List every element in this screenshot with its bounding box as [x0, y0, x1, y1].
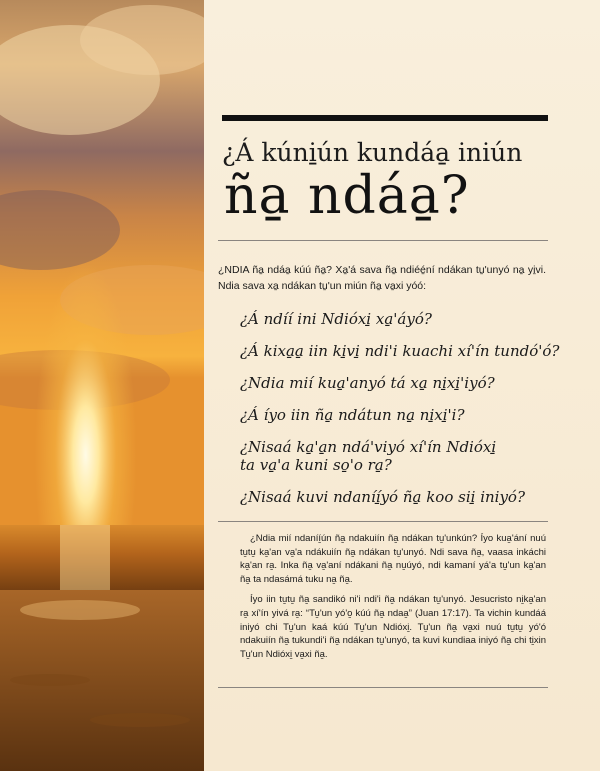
divider-bottom: [218, 687, 548, 688]
question-line: ta va̱'a kuni so̱'o ra̱?: [240, 456, 392, 474]
question-item: [240, 438, 560, 474]
question-line: ¿Ndia mií kua̱'anyó tá xa̱ ni̱xi̱'iyó?: [240, 374, 495, 392]
question-item: [240, 374, 560, 392]
question-item: [240, 310, 560, 328]
body-paragraph: Íyo iin tu̱tu̱ ña̱ sandikó ni'i ndi'i ña̱ ndákan tu̱'unyó. Jesucristo ni̱ka̱'an ra̱ xí'ín yivá ra̱: “Tu̱'un yó'o̱ kúú ña̱ ndaa̱” (Juan 17:17). Ta vichin kundáá iniyó chi Tu̱'un kaá kúú Tu̱'un Ndióxi̱. Tu̱'un ña̱ va̱xi nuú tu̱tu̱ yó'ó ndakuiín ña̱ tukundi'i ña̱ ndákan tu̱'unyó, ta kuvi kundiaa iniyó ña̱ chi ti̱xin Tu̱'un Ndióxi̱ va̱xi ña̱.: [240, 594, 546, 660]
page-title: ña̱ ndáa̱?: [224, 166, 470, 226]
title-bar: [222, 115, 548, 121]
body-text: [240, 532, 546, 668]
question-line: ¿Nisaá kuvi ndaníí̱yó ña̱ koo sii̱ iniyó?: [240, 488, 525, 506]
divider-top: [218, 240, 548, 241]
divider-middle: [218, 521, 548, 522]
intro-paragraph: ¿NDIA ña̱ ndáa̱ kúú ña̱? Xa̱'á sava ña̱ ndiéé̱ní ndákan tu̱'unyó na̱ yi̱vi. Ndia sava xa̱ ndákan tu̱'un miún ña̱ va̱xi yóó:: [218, 264, 546, 292]
question-item: [240, 406, 560, 424]
question-item: [240, 488, 560, 506]
article-column: [204, 0, 600, 771]
question-list: [240, 310, 560, 520]
sunset-photo: [0, 0, 204, 771]
question-line: ¿Nisaá ka̱'a̱n ndá'viyó xí'ín Ndióxi̱: [240, 438, 497, 456]
body-paragraph: ¿Ndia mií ndaníí̱ún ña̱ ndakuiín ña̱ ndákan tu̱'unkún? Íyo kua̱'ání nuú tu̱tu̱ ka̱'an va̱'a ndákuiín ña̱ ndákan tu̱'unyó. Ndi sava ña̱, vaasa inkáchi ka̱'an ra̱. Inka ña̱ va̱'aní ndákani ña̱ nu̱úyó, ndi kamaní yá'a tu̱'un ka̱'an ña̱ ta ndasámá tuku na̱ ña̱.: [240, 533, 546, 585]
sunset-image: [0, 0, 204, 771]
kicker-heading: ¿Á kúni̱ún kundáa̱ iniún: [222, 138, 523, 167]
question-item: [240, 342, 560, 360]
question-line: ¿Á kixa̱a̱ iin ki̱vi̱ ndi'i kuachi xí'ín tundó'ó?: [240, 342, 560, 360]
question-line: ¿Á íyo iin ña̱ ndátun na̱ ni̱xi̱'i?: [240, 406, 465, 424]
question-line: ¿Á ndíí ini Ndióxi̱ xa̱'áyó?: [240, 310, 432, 328]
